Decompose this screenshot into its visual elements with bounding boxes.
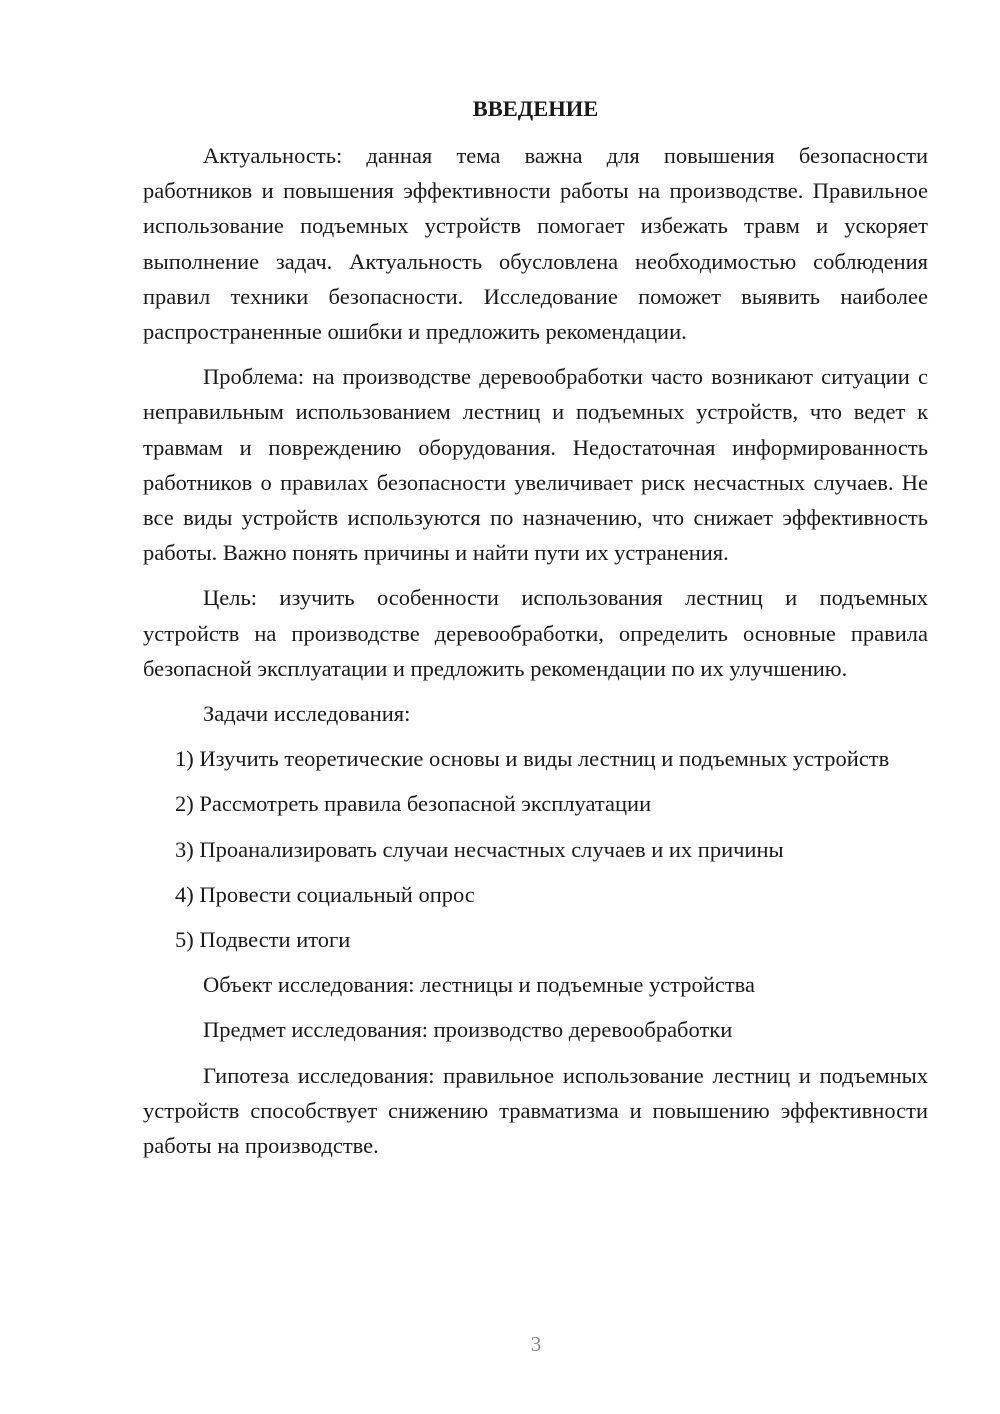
task-item: 4) Провести социальный опрос	[175, 881, 475, 907]
task-item: 5) Подвести итоги	[175, 927, 351, 953]
relevance-paragraph: Актуальность: данная тема важна для повышения безопасности работников и повышения эффективности работы на производстве. Правильное использование подъемных устройств помогает избежать травм и ускоряет выполнение задач. Актуальность обусловлена необходимостью соблюдения правил техники безопасности. Исследование поможет выявить наиболее распространенные ошибки и предложить рекомендации.	[143, 143, 928, 345]
goal-paragraph: Цель: изучить особенности использования лестниц и подъемных устройств на производстве деревообработки, определить основные правила безопасной эксплуатации и предложить рекомендации по их улучшению.	[143, 585, 928, 681]
tasks-heading: Задачи исследования:	[203, 701, 411, 727]
page-title: ВВЕДЕНИЕ	[472, 96, 599, 121]
subject-paragraph: Предмет исследования: производство деревообработки	[203, 1017, 733, 1043]
task-item: 3) Проанализировать случаи несчастных случаев и их причины	[175, 836, 784, 862]
hypothesis-paragraph: Гипотеза исследования: правильное использование лестниц и подъемных устройств способствует снижению травматизма и повышению эффективности работы на производстве.	[143, 1062, 928, 1159]
task-item: 1) Изучить теоретические основы и виды лестниц и подъемных устройств	[175, 746, 890, 772]
task-item: 2) Рассмотреть правила безопасной эксплуатации	[175, 791, 652, 817]
object-paragraph: Объект исследования: лестницы и подъемные устройства	[203, 972, 755, 998]
problem-paragraph: Проблема: на производстве деревообработки часто возникают ситуации с неправильным использованием лестниц и подъемных устройств, что ведет к травмам и повреждению оборудования. Недостаточная информированность работников о правилах безопасности увеличивает риск несчастных случаев. Не все виды устройств используются по назначению, что снижает эффективность работы. Важно понять причины и найти пути их устранения.	[143, 364, 928, 566]
page-number: 3	[530, 1332, 542, 1356]
document-body	[143, 92, 928, 1173]
